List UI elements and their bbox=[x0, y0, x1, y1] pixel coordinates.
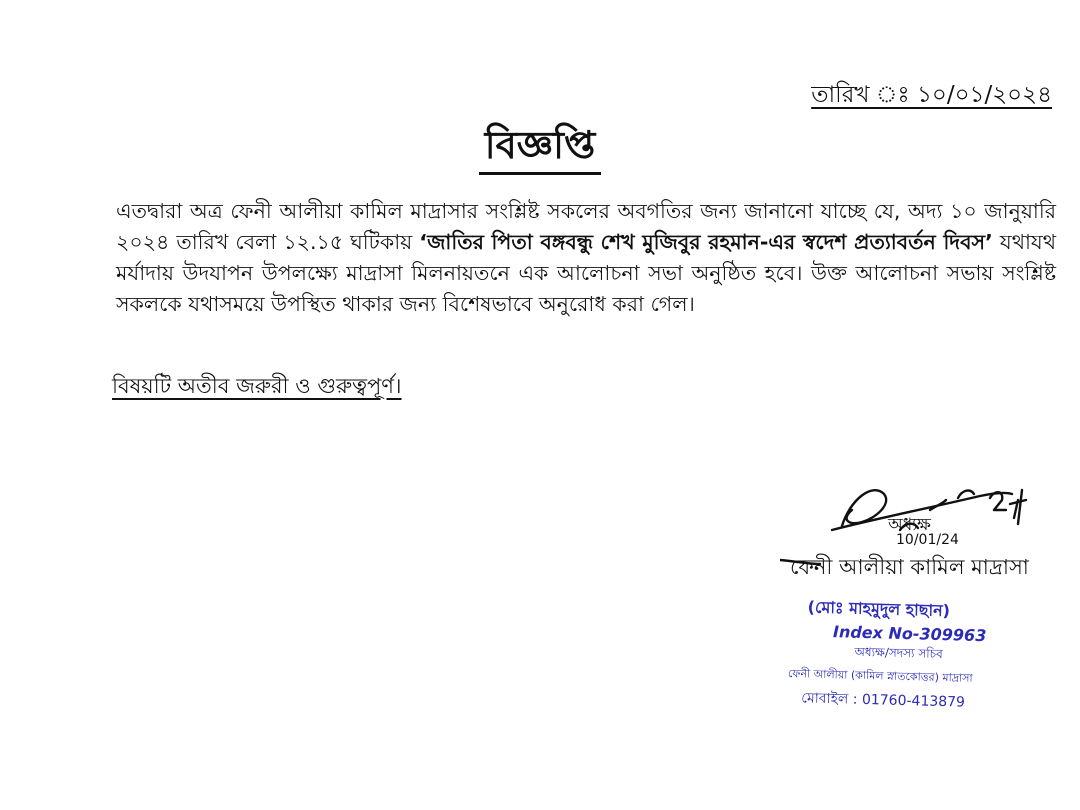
urgent-note: বিষয়টি অতীব জরুরী ও গুরুত্বপূর্ণ। bbox=[112, 374, 402, 398]
stamp-institution: ফেনী আলীয়া (কামিল স্নাতকোত্তর) মাদ্রাসা bbox=[787, 666, 973, 685]
stamp-index: Index No-309963 bbox=[832, 622, 987, 646]
notice-date: তারিখ ঃ ১০/০১/২০২৪ bbox=[811, 82, 1052, 108]
body-part-1: এতদ্বারা অত্র ফেনী আলীয়া কামিল মাদ্রাসার সংশ্লিষ্ট সকলের অবগতির জন্য জানানো যাচ্ছে যে, অদ্য ১০ জানুয়ারি ২০২৪ তারিখ বেলা ১২.১৫ ঘটিকায় bbox=[116, 199, 1056, 254]
signature-date: 10/01/24 bbox=[896, 532, 959, 548]
signatory-organization: ফেনী আলীয়া কামিল মাদ্রাসা bbox=[790, 555, 1029, 579]
official-stamp bbox=[787, 594, 1060, 717]
body-event-name: ‘জাতির পিতা বঙ্গবন্ধু শেখ মুজিবুর রহমান-এর স্বদেশ প্রত্যাবর্তন দিবস’ bbox=[419, 230, 993, 254]
stamp-mobile: মোবাইল : 01760-413879 bbox=[801, 690, 966, 711]
notice-body bbox=[116, 196, 1056, 320]
notice-title: বিজ্ঞপ্তি bbox=[479, 122, 602, 175]
notice-title-wrap bbox=[0, 122, 1080, 175]
notice-paragraph bbox=[116, 196, 1056, 320]
body-part-2: যথাযথ মর্যাদায় উদযাপন উপলক্ষ্যে মাদ্রাসা মিলনায়তনে এক আলোচনা সভা অনুষ্ঠিত হবে। উক্ত আলোচনা সভায় সংশ্লিষ্ট সকলকে যথাসময়ে উপস্থিত থাকার জন্য বিশেষভাবে অনুরোধ করা গেল। bbox=[116, 230, 1057, 316]
stamp-role: অধ্যক্ষ/সদস্য সচিব bbox=[854, 644, 944, 662]
stamp-name: (মোঃ মাহমুদুল হাছান) bbox=[807, 597, 951, 621]
signatory-title: অধ্যক্ষ bbox=[888, 515, 931, 535]
